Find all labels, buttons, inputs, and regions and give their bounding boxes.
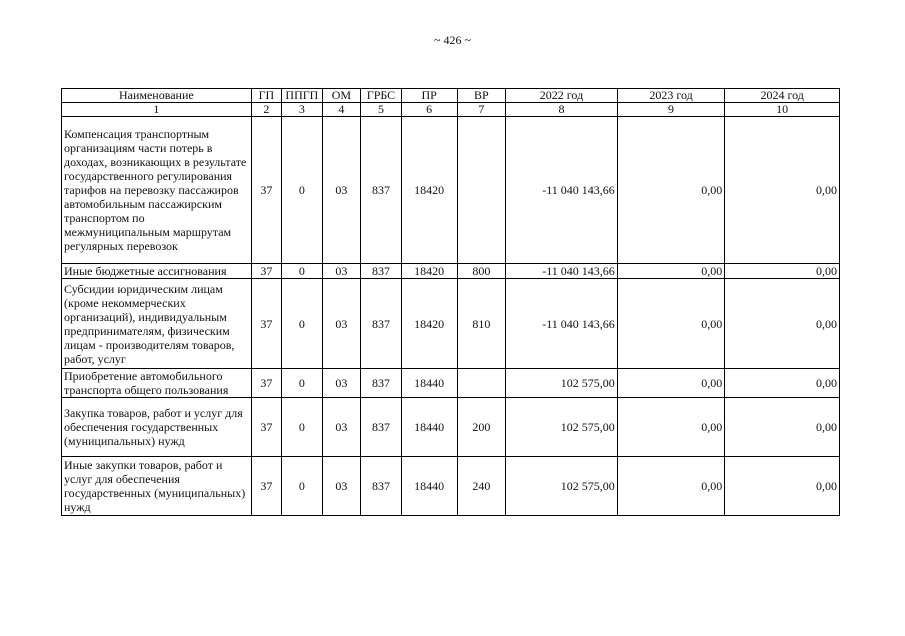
grbs-cell: 837	[361, 369, 402, 398]
om-cell: 03	[322, 457, 361, 516]
header-cell: 2022 год	[506, 89, 618, 103]
vr-cell: 240	[457, 457, 506, 516]
table-row	[62, 457, 840, 516]
table-row	[62, 398, 840, 457]
year-2024-cell: 0,00	[725, 264, 840, 279]
year-2022-cell: 102 575,00	[506, 398, 618, 457]
year-2024-cell: 0,00	[725, 117, 840, 264]
gp-cell: 37	[251, 457, 281, 516]
year-2022-cell: 102 575,00	[506, 369, 618, 398]
pr-cell: 18440	[401, 457, 457, 516]
year-2023-cell: 0,00	[617, 457, 725, 516]
om-cell: 03	[322, 398, 361, 457]
row-name-cell: Компенсация транспортным организациям части потерь в доходах, возникающих в результате государственного регулирования тарифов на перевозку пассажиров автомобильным пассажирским транспортом по межмуниципальным маршрутам регулярных перевозок	[62, 117, 252, 264]
gp-cell: 37	[251, 264, 281, 279]
pr-cell: 18420	[401, 264, 457, 279]
om-cell: 03	[322, 279, 361, 369]
om-cell: 03	[322, 117, 361, 264]
om-cell: 03	[322, 369, 361, 398]
gp-cell: 37	[251, 398, 281, 457]
year-2022-cell: -11 040 143,66	[506, 117, 618, 264]
gp-cell: 37	[251, 369, 281, 398]
header-cell: ГРБС	[361, 89, 402, 103]
pr-cell: 18440	[401, 369, 457, 398]
year-2024-cell: 0,00	[725, 457, 840, 516]
grbs-cell: 837	[361, 457, 402, 516]
column-number-cell: 1	[62, 103, 252, 117]
vr-cell	[457, 117, 506, 264]
budget-table	[61, 88, 840, 516]
gp-cell: 37	[251, 117, 281, 264]
header-row	[62, 89, 840, 103]
year-2023-cell: 0,00	[617, 264, 725, 279]
year-2022-cell: 102 575,00	[506, 457, 618, 516]
ppgp-cell: 0	[282, 279, 323, 369]
header-cell: ОМ	[322, 89, 361, 103]
header-cell: Наименование	[62, 89, 252, 103]
pr-cell: 18420	[401, 279, 457, 369]
header-cell: ППГП	[282, 89, 323, 103]
grbs-cell: 837	[361, 117, 402, 264]
grbs-cell: 837	[361, 398, 402, 457]
vr-cell: 800	[457, 264, 506, 279]
header-cell: ГП	[251, 89, 281, 103]
vr-cell	[457, 369, 506, 398]
page-number: ~ 426 ~	[434, 33, 471, 47]
column-number-cell: 4	[322, 103, 361, 117]
year-2023-cell: 0,00	[617, 398, 725, 457]
row-name-cell: Иные бюджетные ассигнования	[62, 264, 252, 279]
ppgp-cell: 0	[282, 457, 323, 516]
column-number-cell: 10	[725, 103, 840, 117]
table-row	[62, 117, 840, 264]
grbs-cell: 837	[361, 279, 402, 369]
row-name-cell: Закупка товаров, работ и услуг для обеспечения государственных (муниципальных) нужд	[62, 398, 252, 457]
ppgp-cell: 0	[282, 264, 323, 279]
pr-cell: 18420	[401, 117, 457, 264]
ppgp-cell: 0	[282, 398, 323, 457]
column-number-cell: 9	[617, 103, 725, 117]
header-cell: 2023 год	[617, 89, 725, 103]
column-number-cell: 3	[282, 103, 323, 117]
column-number-cell: 7	[457, 103, 506, 117]
year-2024-cell: 0,00	[725, 369, 840, 398]
year-2022-cell: -11 040 143,66	[506, 264, 618, 279]
column-number-cell: 8	[506, 103, 618, 117]
year-2023-cell: 0,00	[617, 117, 725, 264]
row-name-cell: Субсидии юридическим лицам (кроме некоммерческих организаций), индивидуальным предпринимателям, физическим лицам - производителям товаров, работ, услуг	[62, 279, 252, 369]
year-2023-cell: 0,00	[617, 369, 725, 398]
pr-cell: 18440	[401, 398, 457, 457]
header-cell: ВР	[457, 89, 506, 103]
row-name-cell: Приобретение автомобильного транспорта общего пользования	[62, 369, 252, 398]
year-2024-cell: 0,00	[725, 398, 840, 457]
header-cell: ПР	[401, 89, 457, 103]
vr-cell: 200	[457, 398, 506, 457]
table-row	[62, 264, 840, 279]
column-number-cell: 2	[251, 103, 281, 117]
grbs-cell: 837	[361, 264, 402, 279]
column-number-row	[62, 103, 840, 117]
row-name-cell: Иные закупки товаров, работ и услуг для обеспечения государственных (муниципальных) нужд	[62, 457, 252, 516]
column-number-cell: 6	[401, 103, 457, 117]
table-row	[62, 369, 840, 398]
vr-cell: 810	[457, 279, 506, 369]
year-2023-cell: 0,00	[617, 279, 725, 369]
ppgp-cell: 0	[282, 117, 323, 264]
gp-cell: 37	[251, 279, 281, 369]
year-2022-cell: -11 040 143,66	[506, 279, 618, 369]
table-row	[62, 279, 840, 369]
header-cell: 2024 год	[725, 89, 840, 103]
column-number-cell: 5	[361, 103, 402, 117]
year-2024-cell: 0,00	[725, 279, 840, 369]
ppgp-cell: 0	[282, 369, 323, 398]
om-cell: 03	[322, 264, 361, 279]
